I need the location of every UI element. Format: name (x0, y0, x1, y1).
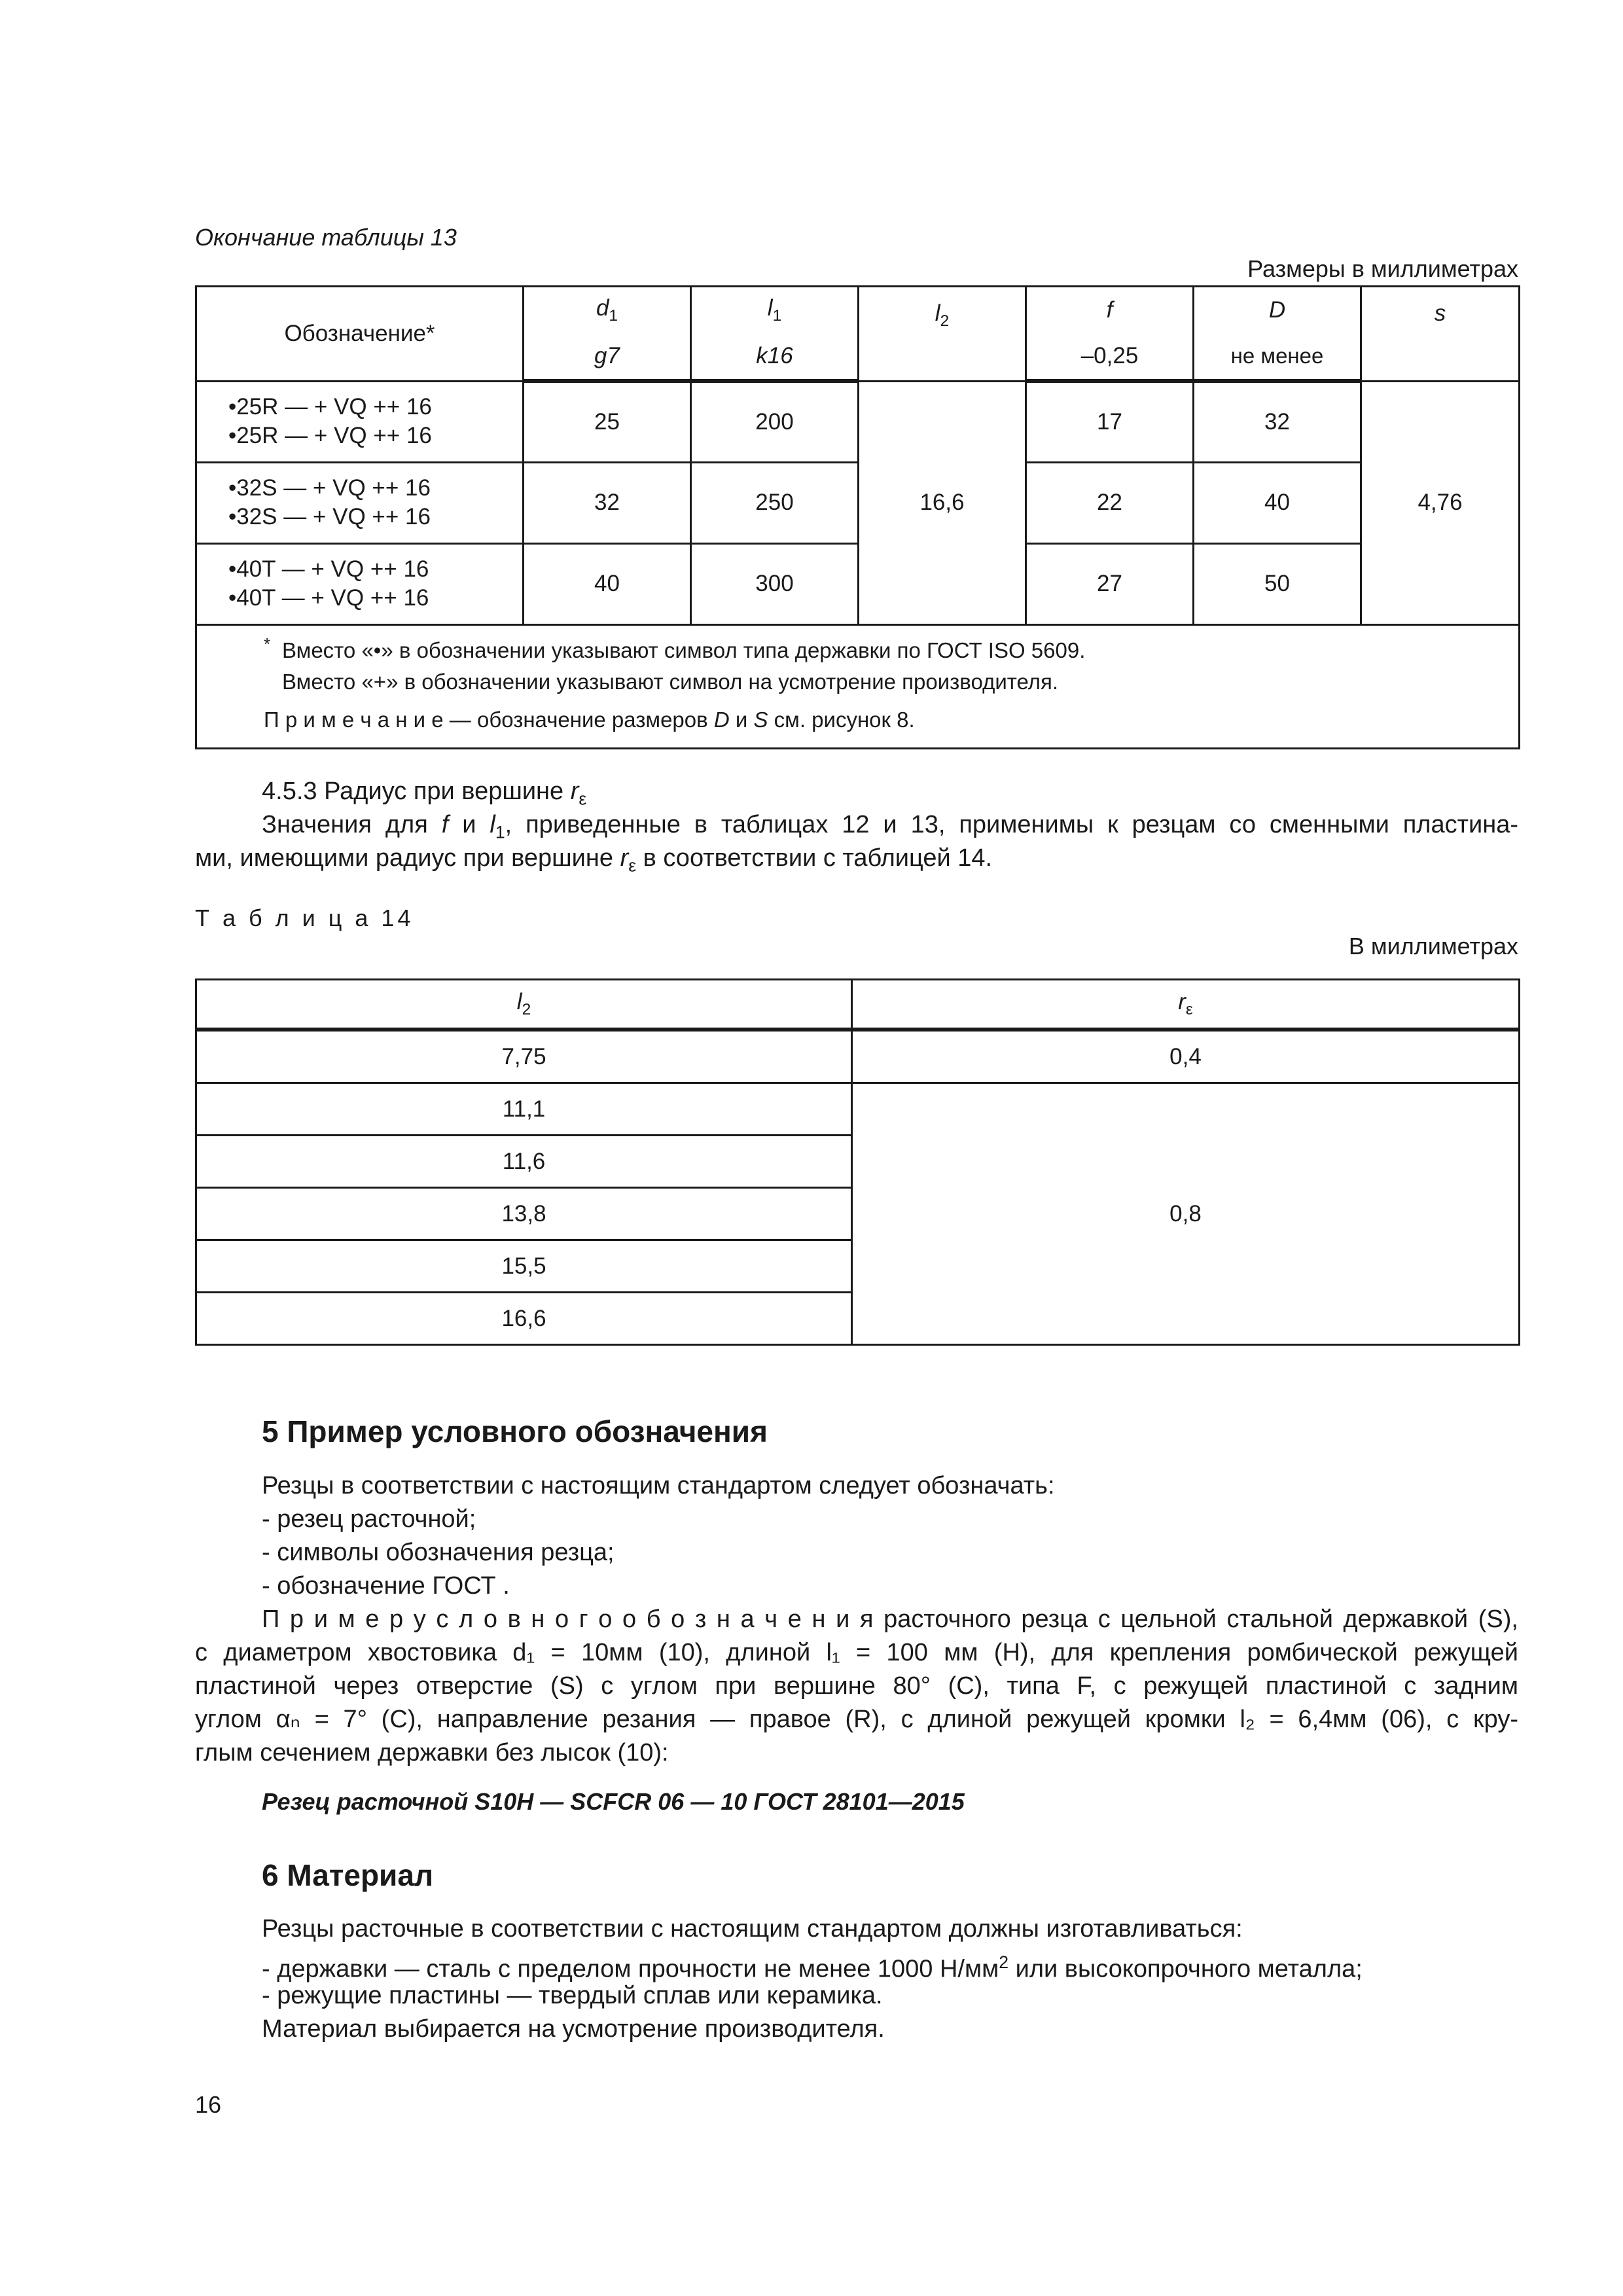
example-line-2: с диаметром хвостовика d₁ = 10мм (10), длиной l₁ = 100 мм (H), для крепления ромбической режущей (195, 1639, 1518, 1666)
example-line-4: углом αₙ = 7° (C), направление резания — правое (R), с длиной режущей кромки l₂ = 6,4мм (06), с кру- (195, 1706, 1518, 1733)
r-cell: 0,8 (852, 1083, 1520, 1345)
header-l1: $l_1$ (691, 287, 859, 334)
example-line-3: пластиной через отверстие (S) с углом при вершине 80° (C), типа F, с режущей пластиной с задним (195, 1672, 1518, 1700)
page-number: 16 (195, 2091, 222, 2118)
header-D-tol: не менее (1194, 333, 1361, 381)
footnote-2: Вместо «+» в обозначении указывают символ на усмотрение производителя. (282, 669, 1059, 694)
table-row (196, 1030, 1520, 1083)
l2-cell: 16,6 (196, 1293, 852, 1345)
table13-caption: Окончание таблицы 13 (195, 224, 457, 251)
table-row (196, 462, 1520, 543)
footnote-1: * Вместо «•» в обозначении указывают символ типа державки по ГОСТ ISO 5609. (264, 634, 1086, 662)
table-13 (195, 285, 1520, 749)
header-f: f (1026, 287, 1194, 334)
section-5-intro: Резцы в соответствии с настоящим стандартом следует обозначать: (262, 1472, 1055, 1499)
header-D: D (1194, 287, 1361, 334)
example-designation: Резец расточной S10H — SCFCR 06 — 10 ГОСТ 28101—2015 (262, 1788, 965, 1815)
l1-cell: 200 (691, 381, 859, 462)
table-row (196, 543, 1520, 624)
s-cell: 4,76 (1361, 381, 1520, 624)
table14-caption: Т а б л и ц а 14 (195, 905, 414, 931)
example-line-5: глым сечением державки без лысок (10): (195, 1739, 669, 1767)
header-d1: $d_1$ (524, 287, 691, 334)
l2-cell: 11,1 (196, 1083, 852, 1136)
designation-cell: •25R — + VQ ++ 16 •25R — + VQ ++ 16 (196, 381, 524, 462)
section-5-heading: 5 Пример условного обозначения (262, 1414, 768, 1448)
section-4-5-3-para-line1: Значения для f и $l_1$, приведенные в таблицах 12 и 13, применимы к резцам со сменными пластина- (262, 811, 1519, 842)
l1-cell: 300 (691, 543, 859, 624)
example-line-1: П р и м е р у с л о в н о г о о б о з н а ч е н и я расточного резца с цельной стальной державкой (S), (262, 1605, 1518, 1633)
table13-notes (196, 624, 1520, 748)
l1-cell: 250 (691, 462, 859, 543)
l2-cell: 11,6 (196, 1136, 852, 1188)
designation-cell: •32S — + VQ ++ 16 •32S — + VQ ++ 16 (196, 462, 524, 543)
list-item: - резец расточной; (262, 1505, 476, 1533)
header-s: s (1361, 287, 1520, 382)
l2-cell: 16,6 (859, 381, 1026, 624)
section-4-5-3-title: 4.5.3 Радиус при вершине $r_\varepsilon$ (262, 778, 587, 809)
section-6-para-4: Материал выбирается на усмотрение производителя. (262, 2015, 885, 2043)
header-l1-tol: k16 (691, 333, 859, 381)
D-cell: 40 (1194, 462, 1361, 543)
designation-cell: •40T — + VQ ++ 16 •40T — + VQ ++ 16 (196, 543, 524, 624)
section-6-para-2: - державки — сталь с пределом прочности не менее 1000 $Н/мм^2$ или высокопрочного металла; (262, 1952, 1363, 1983)
f-cell: 17 (1026, 381, 1194, 462)
l2-cell: 7,75 (196, 1030, 852, 1083)
d1-cell: 25 (524, 381, 691, 462)
header-l2: $l_2$ (859, 287, 1026, 382)
l2-cell: 13,8 (196, 1188, 852, 1240)
list-item: - обозначение ГОСТ . (262, 1572, 510, 1600)
table-row (196, 1083, 1520, 1136)
D-cell: 50 (1194, 543, 1361, 624)
r-cell: 0,4 (852, 1030, 1520, 1083)
l2-cell: 15,5 (196, 1240, 852, 1293)
D-cell: 32 (1194, 381, 1361, 462)
table13-note: П р и м е ч а н и е — обозначение размеров D и S см. рисунок 8. (264, 707, 915, 732)
header-r-epsilon: $r_\varepsilon$ (852, 980, 1520, 1030)
f-cell: 27 (1026, 543, 1194, 624)
section-6-heading: 6 Материал (262, 1858, 434, 1892)
header-designation: Обозначение* (196, 287, 524, 382)
header-f-tol: –0,25 (1026, 333, 1194, 381)
table-14 (195, 978, 1520, 1346)
f-cell: 22 (1026, 462, 1194, 543)
section-6-para-3: - режущие пластины — твердый сплав или керамика. (262, 1982, 883, 2009)
header-d1-tol: g7 (524, 333, 691, 381)
section-6-para-1: Резцы расточные в соответствии с настоящим стандартом должны изготавливаться: (262, 1915, 1243, 1943)
list-item: - символы обозначения резца; (262, 1539, 615, 1566)
d1-cell: 32 (524, 462, 691, 543)
d1-cell: 40 (524, 543, 691, 624)
table14-units: В миллиметрах (1348, 933, 1518, 960)
table13-units: Размеры в миллиметрах (1247, 255, 1518, 282)
section-4-5-3-para-line2: ми, имеющими радиус при вершине $r_\varepsilon$ в соответствии с таблицей 14. (195, 844, 993, 876)
table-row (196, 381, 1520, 462)
header-l2: $l_2$ (196, 980, 852, 1030)
